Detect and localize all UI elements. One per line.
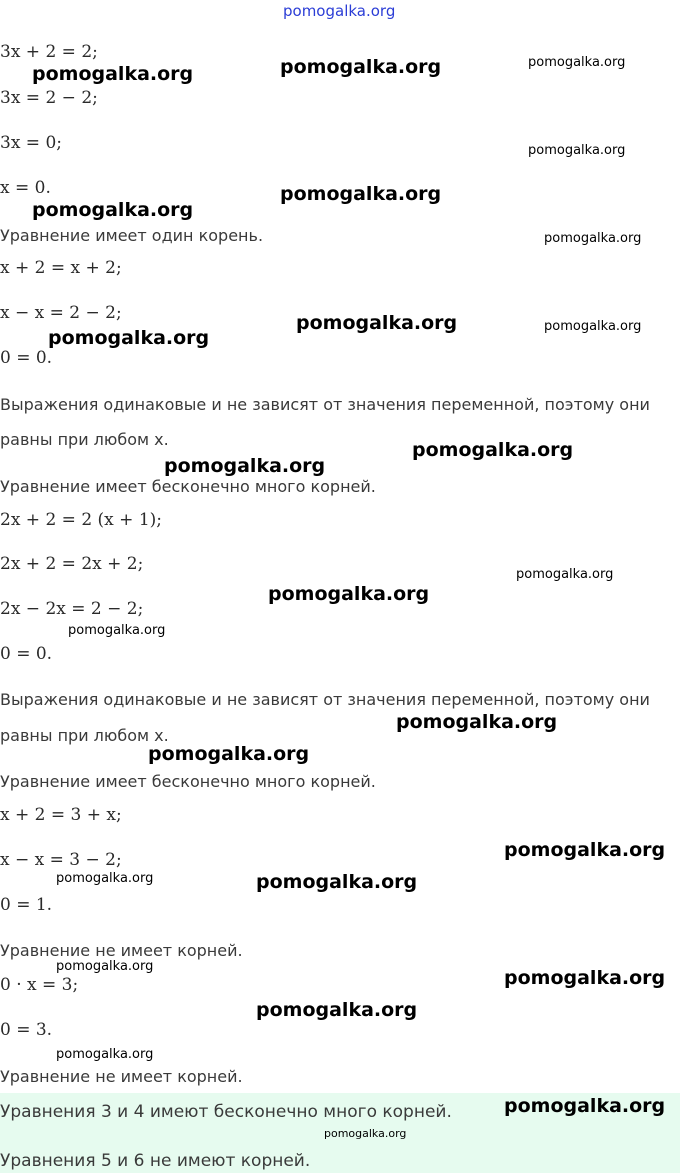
equation-line: 2x + 2 = 2 (x + 1); [0,510,162,530]
watermark: pomogalka.org [324,1127,407,1140]
equation-line: x + 2 = x + 2; [0,258,122,278]
watermark: pomogalka.org [256,871,418,893]
equation-line: x = 0. [0,178,51,198]
equation-line: 2x − 2x = 2 − 2; [0,599,144,619]
watermark: pomogalka.org [148,743,310,765]
watermark: pomogalka.org [528,143,626,158]
summary-line: Уравнения 3 и 4 имеют бесконечно много корней. [0,1102,452,1122]
watermark: pomogalka.org [48,327,210,349]
watermark: pomogalka.org [396,711,558,733]
watermark: pomogalka.org [32,63,194,85]
watermark: pomogalka.org [280,183,442,205]
watermark: pomogalka.org [516,567,614,582]
equation-line: 0 · x = 3; [0,975,79,995]
summary-line: Уравнения 5 и 6 не имеют корней. [0,1151,311,1171]
equation-line: 0 = 0. [0,644,53,664]
conclusion-text: Уравнение не имеет корней. [0,941,243,960]
watermark: pomogalka.org [412,439,574,461]
watermark: pomogalka.org [504,1095,666,1117]
watermark: pomogalka.org [56,959,154,974]
watermark: pomogalka.org [504,839,666,861]
equation-line: 0 = 0. [0,348,53,368]
conclusion-text: Уравнение имеет бесконечно много корней. [0,477,376,496]
watermark: pomogalka.org [268,583,430,605]
equation-line: 0 = 1. [0,895,53,915]
explanation-text: Выражения одинаковые и не зависят от значения переменной, поэтому они [0,395,650,414]
watermark: pomogalka.org [68,623,166,638]
equation-line: x − x = 2 − 2; [0,303,122,323]
watermark: pomogalka.org [56,871,154,886]
watermark: pomogalka.org [544,231,642,246]
equation-line: 3x = 2 − 2; [0,88,98,108]
equation-line: 0 = 3. [0,1020,53,1040]
watermark: pomogalka.org [256,999,418,1021]
conclusion-text: Уравнение не имеет корней. [0,1067,243,1086]
header-watermark[interactable]: pomogalka.org [283,2,396,20]
conclusion-text: Уравнение имеет бесконечно много корней. [0,772,376,791]
watermark: pomogalka.org [56,1047,154,1062]
watermark: pomogalka.org [504,967,666,989]
explanation-text: Выражения одинаковые и не зависят от значения переменной, поэтому они [0,690,650,709]
equation-line: 2x + 2 = 2x + 2; [0,554,144,574]
watermark: pomogalka.org [544,319,642,334]
explanation-text: равны при любом x. [0,430,169,449]
equation-line: 3x = 0; [0,133,62,153]
equation-line: x + 2 = 3 + x; [0,805,122,825]
watermark: pomogalka.org [528,55,626,70]
watermark: pomogalka.org [32,199,194,221]
equation-line: x − x = 3 − 2; [0,850,122,870]
watermark: pomogalka.org [296,312,458,334]
conclusion-text: Уравнение имеет один корень. [0,226,264,245]
explanation-text: равны при любом x. [0,726,169,745]
equation-line: 3x + 2 = 2; [0,42,98,62]
watermark: pomogalka.org [164,455,326,477]
watermark: pomogalka.org [280,56,442,78]
